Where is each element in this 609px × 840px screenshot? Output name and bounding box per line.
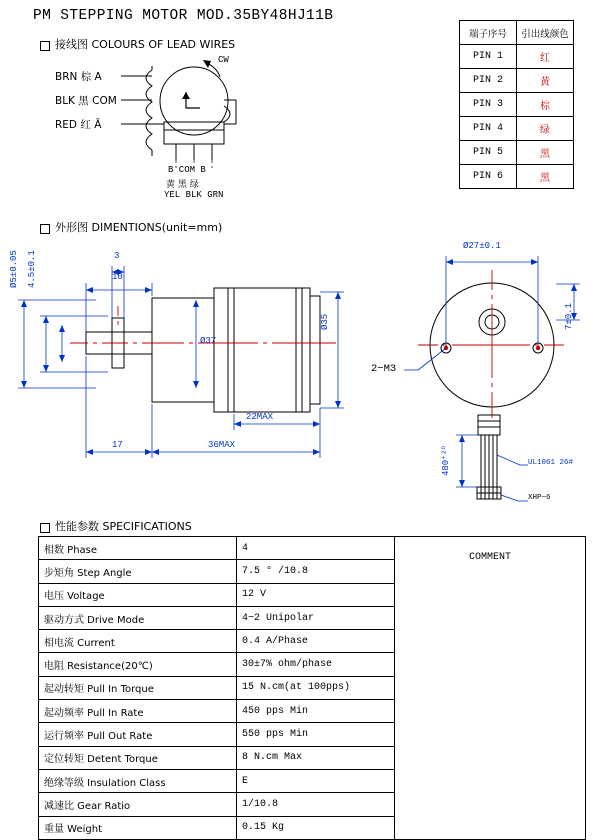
- spec-name-9: 定位转矩 Detent Torque: [39, 746, 237, 769]
- section-title-dimensions: 外形图 DIMENTIONS(unit=mm): [55, 221, 223, 234]
- spec-name-3: 驱动方式 Drive Mode: [39, 606, 237, 629]
- spec-value-4: 0.4 A/Phase: [237, 630, 395, 653]
- spec-name-10: 绝缘等级 Insulation Class: [39, 769, 237, 792]
- checkbox-specs: [40, 523, 50, 533]
- spec-value-9: 8 N.cm Max: [237, 746, 395, 769]
- terminal-letters: B COM B: [168, 165, 206, 175]
- label-connector: XHP−6: [528, 494, 551, 502]
- lead-red: RED 红 Ā: [55, 119, 102, 131]
- dim-d5: Ø5±0.05: [9, 250, 19, 288]
- pin-4: PIN 4: [460, 117, 517, 141]
- pin-5: PIN 5: [460, 141, 517, 165]
- label-wire-spec: UL1061 26#: [528, 459, 574, 467]
- section-title-specs: 性能参数 SPECIFICATIONS: [55, 520, 192, 533]
- dim-t7: 7±0.1: [564, 302, 574, 330]
- pin-1-color: 红: [517, 45, 574, 69]
- cw-label: CW: [218, 55, 229, 65]
- spec-value-3: 4−2 Unipolar: [237, 606, 395, 629]
- specifications-table: [38, 536, 586, 840]
- dim-22max: 22MAX: [246, 412, 274, 422]
- pin-1: PIN 1: [460, 45, 517, 69]
- spec-value-10: E: [237, 769, 395, 792]
- section-title-wiring: 接线图 COLOURS OF LEAD WIRES: [55, 38, 236, 51]
- spec-value-7: 450 pps Min: [237, 700, 395, 723]
- spec-name-6: 起动转矩 Pull In Torque: [39, 676, 237, 699]
- dim-d35: Ø35: [320, 313, 330, 330]
- dim-d37: Ø37: [200, 336, 217, 346]
- spec-value-0: 4: [237, 537, 395, 560]
- lead-blk: BLK 黑 COM: [55, 95, 117, 107]
- spec-name-12: 重量 Weight: [39, 816, 237, 839]
- spec-value-5: 30±7% ohm/phase: [237, 653, 395, 676]
- spec-value-6: 15 N.cm(at 100pps): [237, 676, 395, 699]
- comment-header: COMMENT: [468, 552, 511, 564]
- dim-flat: 4.5±0.1: [27, 250, 37, 288]
- table-row: [39, 537, 586, 560]
- pin-header-no: 端子序号: [460, 21, 517, 45]
- pin-header-color: 引出线颜色: [517, 21, 574, 45]
- pin-2: PIN 2: [460, 69, 517, 93]
- pin-6-color: 黑: [517, 165, 574, 189]
- pin-5-color: 黑: [517, 141, 574, 165]
- spec-name-5: 电阻 Resistance(20℃): [39, 653, 237, 676]
- spec-name-7: 起动频率 Pull In Rate: [39, 700, 237, 723]
- label-2-m3: 2−M3: [371, 363, 397, 375]
- spec-name-2: 电压 Voltage: [39, 583, 237, 606]
- terminal-colors-en: YEL BLK GRN: [164, 190, 224, 200]
- dim-lead-length: 480⁺²⁰: [441, 446, 451, 476]
- pin-2-color: 黄: [517, 69, 574, 93]
- terminal-colors-cn: 黄 黑 绿: [166, 180, 199, 190]
- spec-value-8: 550 pps Min: [237, 723, 395, 746]
- pin-6: PIN 6: [460, 165, 517, 189]
- spec-value-11: 1/10.8: [237, 793, 395, 816]
- dim-17: 17: [112, 440, 123, 450]
- dim-d27: Ø27±0.1: [463, 241, 501, 251]
- spec-name-8: 运行频率 Pull Out Rate: [39, 723, 237, 746]
- spec-value-12: 0.15 Kg: [237, 816, 395, 839]
- dim-10: 10: [112, 272, 123, 282]
- dim-36max: 36MAX: [208, 440, 236, 450]
- spec-name-4: 相电流 Current: [39, 630, 237, 653]
- spec-name-11: 减速比 Gear Ratio: [39, 793, 237, 816]
- pin-3: PIN 3: [460, 93, 517, 117]
- page-title: PM STEPPING MOTOR MOD.35BY48HJ11B: [33, 8, 334, 24]
- pin-3-color: 棕: [517, 93, 574, 117]
- spec-value-1: 7.5 ° /10.8: [237, 560, 395, 583]
- lead-brn: BRN 棕 A: [55, 71, 102, 83]
- dim-3: 3: [114, 251, 120, 261]
- pin-4-color: 绿: [517, 117, 574, 141]
- spec-value-2: 12 V: [237, 583, 395, 606]
- spec-name-0: 相数 Phase: [39, 537, 237, 560]
- spec-name-1: 步矩角 Step Angle: [39, 560, 237, 583]
- comment-cell: [395, 537, 586, 840]
